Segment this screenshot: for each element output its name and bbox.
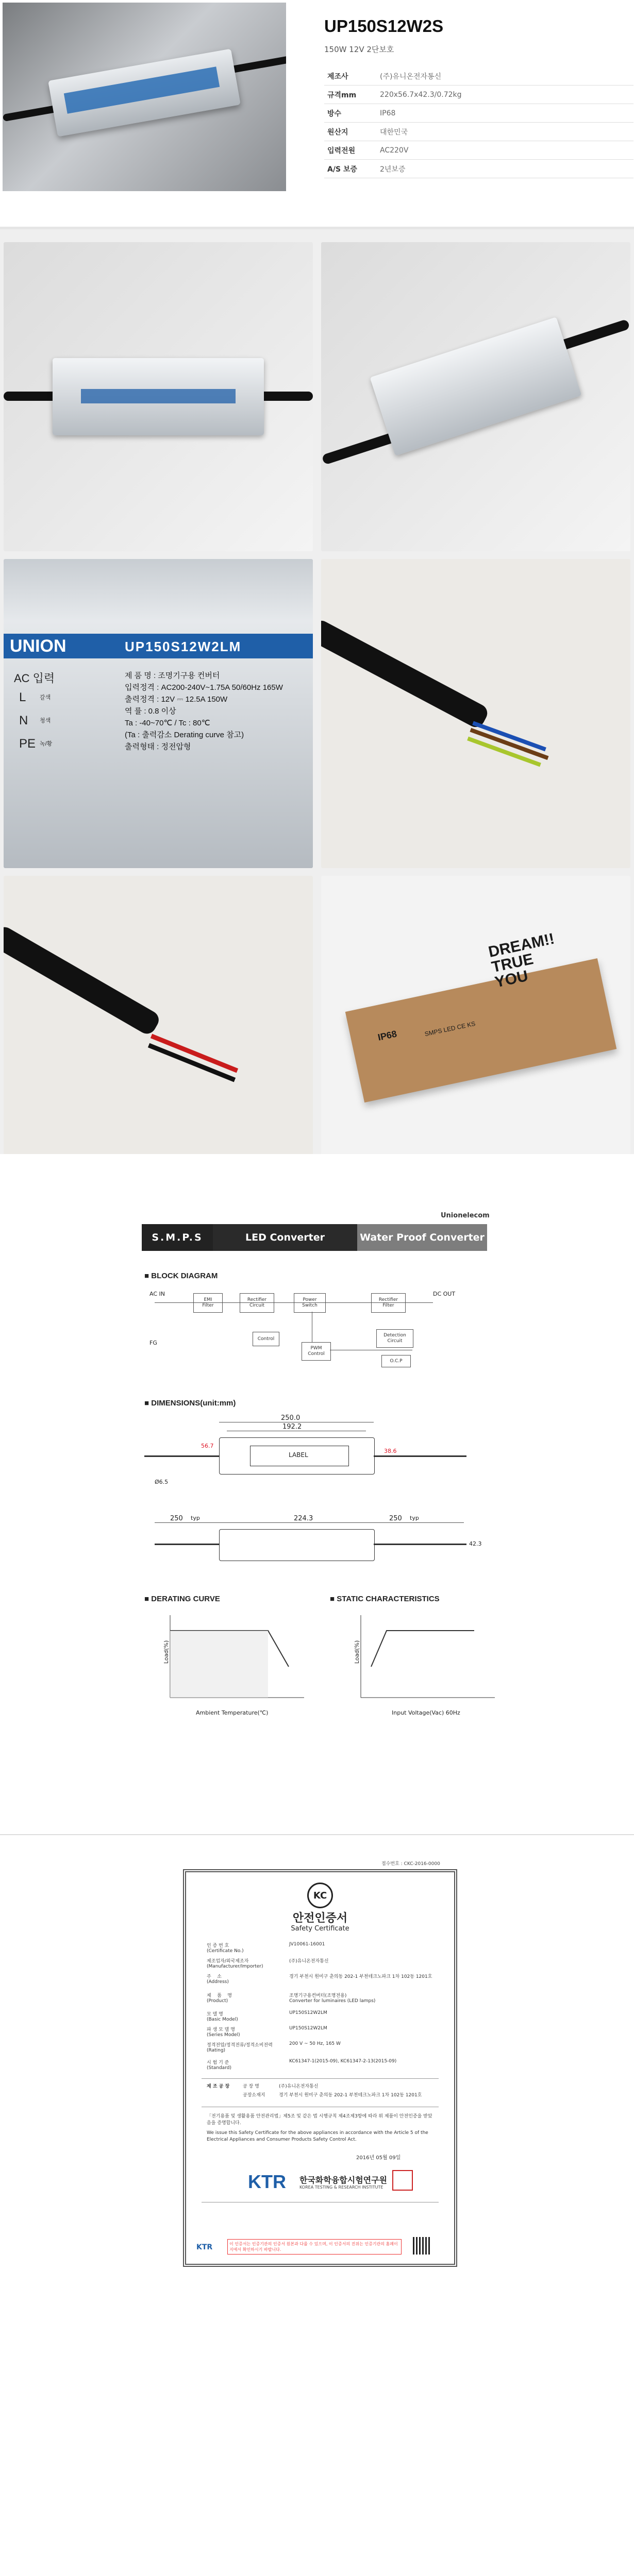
- spec-line: 출력형태 : 정전압형: [125, 742, 191, 751]
- block-detection: Detection Circuit: [376, 1329, 413, 1348]
- cert-value: 경기 부천시 원미구 춘의동 202-1 부천테크노파크 1차 102동 1201호: [289, 1974, 432, 1979]
- spec-line: 출력정격 : 12V ⎓ 12.5A 150W: [125, 695, 228, 704]
- cert-value: (주)유니온전자통신: [289, 1959, 329, 1964]
- dimensions-title: ■ DIMENSIONS(unit:mm): [144, 1399, 236, 1408]
- psu-label: [81, 389, 236, 403]
- dim-line-side: [155, 1522, 464, 1523]
- closeup-spec-lines: [125, 670, 283, 753]
- cert-key: 제 품 명 (Product): [207, 1993, 232, 2004]
- block-rectifier: Rectifier Circuit: [240, 1293, 274, 1313]
- spec-value: AC220V: [377, 141, 633, 160]
- cert-value: JV10061-16001: [289, 1942, 325, 1947]
- cert-value: 조명기구용컨버터(조명전용) Converter for luminaires (LED lamps): [289, 1993, 376, 2004]
- qr-code: [413, 2237, 430, 2255]
- dim-h2: 38.6: [384, 1448, 397, 1454]
- dim-h1: 56.7: [201, 1443, 214, 1449]
- spec-table: [324, 67, 633, 178]
- dim-typ-right: typ: [410, 1515, 419, 1521]
- derating-title: ■ DERATING CURVE: [144, 1595, 220, 1603]
- block-emi-filter: EMI Filter: [193, 1293, 223, 1313]
- block-diagram-title: ■ BLOCK DIAGRAM: [144, 1272, 218, 1280]
- terminal-sub: 녹/황: [40, 741, 53, 747]
- dim-lead-left: 250: [170, 1515, 183, 1522]
- cable-sheath: [321, 617, 491, 730]
- cert-body-kr: 「전기용품 및 생활용품 안전관리법」제5조 및 같은 법 시행규칙 제4조제3항에 따라 위 제품이 안전인증을 받았음을 증명합니다.: [207, 2114, 432, 2126]
- derating-y-label: Load(%): [163, 1640, 170, 1664]
- block-power-switch: Power Switch: [294, 1293, 326, 1313]
- dim-len2: 224.3: [294, 1515, 313, 1522]
- cert-issuer-kr: 한국화학융합시험연구원: [299, 2175, 388, 2185]
- static-title: ■ STATIC CHARACTERISTICS: [330, 1595, 440, 1603]
- photo-top-view: [4, 242, 313, 551]
- spec-value: 220x56.7x42.3/0.72kg: [377, 86, 633, 104]
- spec-key: 방수: [324, 104, 377, 123]
- cert-body-en: We issue this Safety Certificate for the above appliances in accordance with the Article 5 of the Electrical Appliances and Consumer Products Safety Control Act.: [207, 2130, 428, 2142]
- static-y-label: Load(%): [354, 1640, 361, 1664]
- cert-factory-key: 공장소재지: [243, 2093, 265, 2098]
- spec-key: 규격mm: [324, 86, 377, 104]
- cert-factory-title: 제 조 공 장: [207, 2084, 230, 2089]
- photo-dc-wires: [4, 876, 313, 1185]
- spec-row: [324, 160, 633, 178]
- safety-certificate: [183, 1869, 457, 2267]
- cert-factory-value: (주)유니온전자통신: [279, 2084, 319, 2089]
- bar-led-converter: LED Converter: [213, 1224, 357, 1251]
- dim-typ-left: typ: [191, 1515, 200, 1521]
- spec-row: [324, 123, 633, 141]
- spec-line: 제 품 명 : 조명기구용 컨버터: [125, 671, 220, 680]
- cert-factory-key: 공 장 명: [243, 2084, 259, 2089]
- static-x-label: Input Voltage(Vac) 60Hz: [392, 1709, 460, 1716]
- cert-issuer-en: KOREA TESTING & RESEARCH INSTITUTE: [299, 2185, 383, 2190]
- terminal-sub: 갈색: [40, 694, 51, 701]
- bar-waterproof: Water Proof Converter: [357, 1224, 487, 1251]
- cert-key: 주 소 (Address): [207, 1974, 229, 1985]
- static-chart: [340, 1610, 505, 1718]
- kc-mark: KC: [307, 1883, 333, 1908]
- spec-line: 역 률 : 0.8 이상: [125, 707, 176, 716]
- cert-factory-value: 경기 부천시 원미구 춘의동 202-1 부천테크노파크 1차 102동 1201호: [279, 2093, 422, 2098]
- derating-area: [170, 1631, 268, 1698]
- main-signal-line: [155, 1302, 433, 1303]
- dim-cable-left: [144, 1455, 219, 1457]
- derating-curve-chart: [149, 1610, 314, 1718]
- bar-smps: S.M.P.S: [142, 1224, 213, 1251]
- closeup-brand: UNION: [10, 636, 66, 656]
- spec-row: [324, 141, 633, 160]
- cable-right: [558, 319, 630, 351]
- dc-out-label: DC OUT: [433, 1291, 456, 1297]
- closeup-model: UP150S12W2LM: [125, 639, 242, 654]
- spec-key: 입력전원: [324, 141, 377, 160]
- cert-key: 시 험 기 준 (Standard): [207, 2060, 231, 2071]
- cert-value: UP150S12W2LM: [289, 2026, 327, 2031]
- cert-ref-no: 접수번호 : CKC-2016-0000: [381, 1861, 440, 1867]
- cert-value: 200 V ~ 50 Hz, 165 W: [289, 2041, 341, 2046]
- photo-ac-wires: [321, 559, 630, 868]
- spec-value: IP68: [377, 104, 633, 123]
- spec-row: [324, 86, 633, 104]
- cert-value: KC61347-1(2015-09), KC61347-2-13(2015-09): [289, 2059, 397, 2064]
- cable-sheath: [4, 924, 162, 1037]
- cert-divider: [202, 2078, 439, 2079]
- photo-package-box: [321, 876, 630, 1185]
- cert-key: 인 증 번 호 (Certificate No.): [207, 1943, 244, 1954]
- spec-line: 입력정격 : AC200-240V~1.75A 50/60Hz 165W: [125, 683, 283, 692]
- block-control: Control: [253, 1332, 279, 1346]
- certificate-separator: [0, 1834, 634, 1835]
- ktr-logo: KTR: [248, 2171, 286, 2192]
- product-title: UP150S12W2S: [324, 16, 444, 36]
- derating-x-label: Ambient Temperature(℃): [196, 1709, 269, 1716]
- spec-row: [324, 67, 633, 86]
- spec-line: Ta : -40~70℃ / Tc : 80℃: [125, 719, 210, 727]
- box-ip-label: IP68: [377, 1028, 398, 1043]
- dim-side-outline: [219, 1529, 375, 1561]
- dim-side-cable-right: [374, 1544, 466, 1545]
- cert-title-en: Safety Certificate: [291, 1925, 349, 1933]
- dim-label-text: LABEL: [289, 1451, 308, 1459]
- hero-product-photo: [3, 3, 286, 191]
- spec-value: (주)유니온전자통신: [377, 67, 633, 86]
- spec-line: (Ta : 출력감소 Derating curve 참고): [125, 731, 244, 739]
- terminal-n: N: [19, 714, 28, 727]
- spec-key: 원산지: [324, 123, 377, 141]
- closeup-ac-input: AC 입력: [14, 672, 55, 685]
- dim-side-cable-left: [155, 1544, 219, 1545]
- cert-value: UP150S12W2LM: [289, 2010, 327, 2015]
- ktr-footer-logo: KTR: [196, 2243, 213, 2251]
- cert-key: 제조업자/외국제조자 (Manufacturer/Importer): [207, 1959, 263, 1969]
- psu-body: [370, 317, 582, 456]
- dim-body: 192.2: [282, 1423, 302, 1431]
- spec-key: 제조사: [324, 67, 377, 86]
- cert-warning-note: 이 인증서는 인증기관의 인증서 원본과 다를 수 있으며, 이 인증서의 진위는 인증기관의 홈페이지에서 확인하시기 바랍니다.: [227, 2239, 402, 2255]
- datasheet-brand: Unionelecom: [441, 1212, 490, 1219]
- block-ocp: O.C.P: [381, 1355, 411, 1367]
- spec-value: 2년보증: [377, 160, 633, 178]
- product-subtitle: 150W 12V 2단보호: [324, 45, 394, 54]
- block-rectifier-filter: Rectifier Filter: [371, 1293, 406, 1313]
- official-seal: [392, 2170, 413, 2191]
- cert-key: 파 생 모 델 명 (Series Model): [207, 2027, 240, 2038]
- spec-value: 대한민국: [377, 123, 633, 141]
- box-slogan: DREAM!! TRUE YOU: [487, 930, 556, 991]
- static-line: [371, 1631, 474, 1667]
- photo-angled-view: [321, 242, 630, 551]
- terminal-pe: PE: [19, 737, 36, 751]
- cert-date: 2016년 05월 09일: [356, 2155, 401, 2161]
- spec-row: [324, 104, 633, 123]
- cert-title-kr: 안전인증서: [292, 1912, 348, 1925]
- dim-total: 250.0: [281, 1414, 301, 1422]
- box-cert-row: SMPS LED CE KS: [424, 1020, 476, 1038]
- dim-cable-right: [374, 1455, 466, 1457]
- cert-key: 모 델 명 (Basic Model): [207, 2012, 238, 2022]
- dim-h3: 42.3: [469, 1540, 482, 1547]
- terminal-l: L: [19, 690, 26, 704]
- terminal-sub: 청색: [40, 718, 51, 724]
- dim-cable-dia: Ø6.5: [155, 1479, 169, 1485]
- datasheet-title-bar: [142, 1224, 487, 1251]
- photo-label-closeup: [4, 559, 313, 868]
- dim-lead-right: 250: [389, 1515, 402, 1522]
- spec-key: A/S 보증: [324, 160, 377, 178]
- fg-label: FG: [149, 1340, 157, 1346]
- datasheet-section: [0, 1154, 634, 1834]
- ac-in-label: AC IN: [149, 1291, 165, 1297]
- cable-left: [322, 431, 398, 465]
- cert-key: 정격전압/정격전류/정격소비전력 (Rating): [207, 2043, 273, 2053]
- block-pwm-control: PWM Control: [302, 1342, 331, 1361]
